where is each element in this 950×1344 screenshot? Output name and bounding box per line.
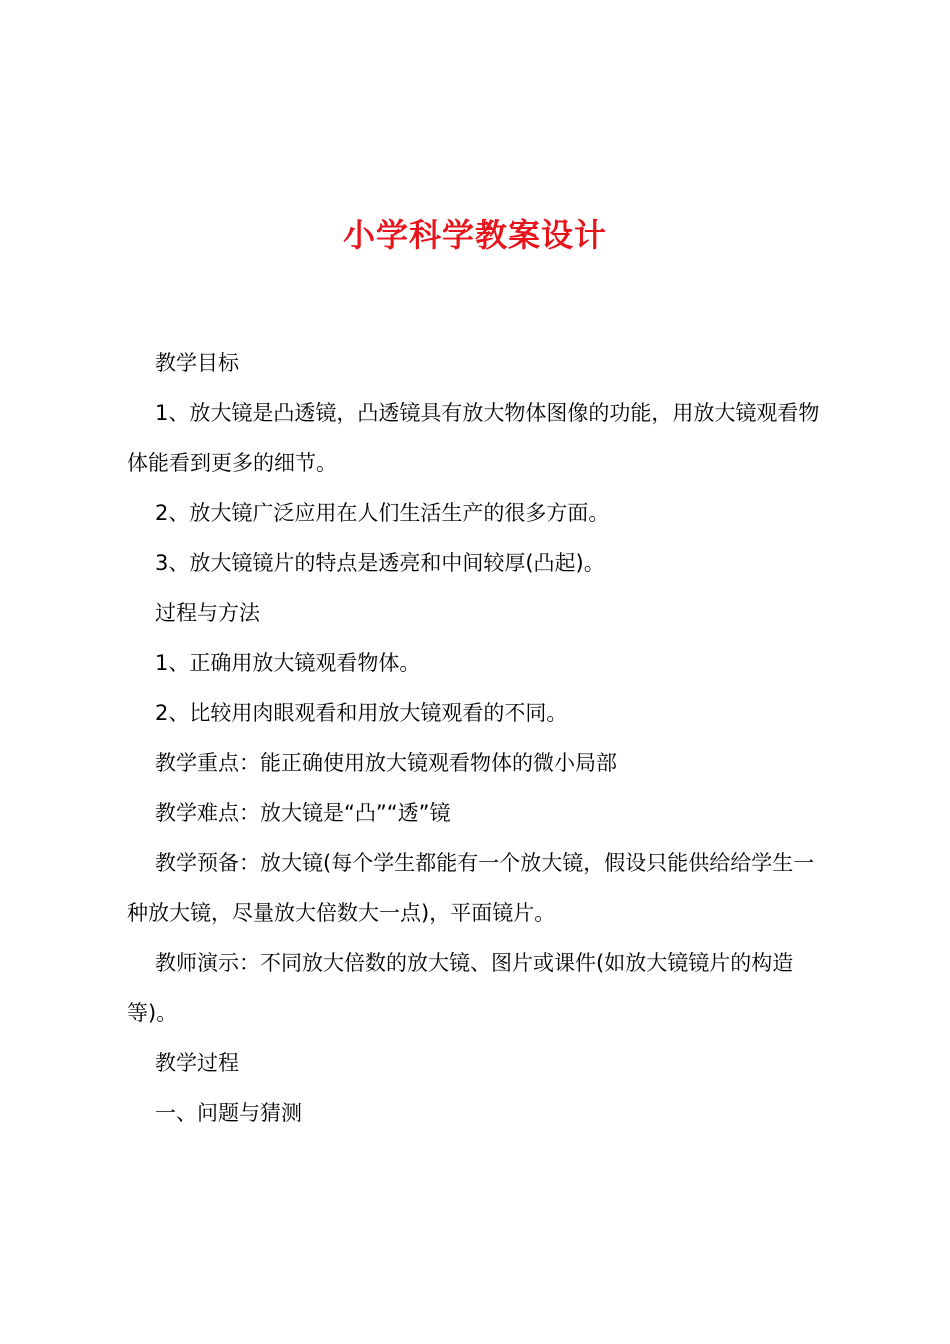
section-heading-objectives: 教学目标 xyxy=(155,351,239,375)
teaching-preparation: 教学预备：放大镜(每个学生都能有一个放大镜，假设只能供给给学生一种放大镜，尽量放大倍数大一点)，平面镜片。 xyxy=(127,851,815,925)
method-item-1: 1、正确用放大镜观看物体。 xyxy=(155,651,421,675)
objective-item-2: 2、放大镜广泛应用在人们生活生产的很多方面。 xyxy=(155,501,610,525)
process-step-1: 一、问题与猜测 xyxy=(155,1101,302,1125)
document-body xyxy=(127,338,833,1138)
teaching-key-point: 教学重点：能正确使用放大镜观看物体的微小局部 xyxy=(155,751,617,775)
objective-item-1: 1、放大镜是凸透镜，凸透镜具有放大物体图像的功能，用放大镜观看物体能看到更多的细节。 xyxy=(127,401,820,475)
section-heading-process-methods: 过程与方法 xyxy=(155,601,260,625)
document-title: 小学科学教案设计 xyxy=(342,216,607,254)
objective-item-3: 3、放大镜镜片的特点是透亮和中间较厚(凸起)。 xyxy=(155,551,605,575)
method-item-2: 2、比较用肉眼观看和用放大镜观看的不同。 xyxy=(155,701,568,725)
section-heading-teaching-process: 教学过程 xyxy=(155,1051,239,1075)
teaching-difficulty: 教学难点：放大镜是“凸”“透”镜 xyxy=(155,801,451,825)
teacher-demonstration: 教师演示：不同放大倍数的放大镜、图片或课件(如放大镜镜片的构造等)。 xyxy=(127,951,794,1025)
